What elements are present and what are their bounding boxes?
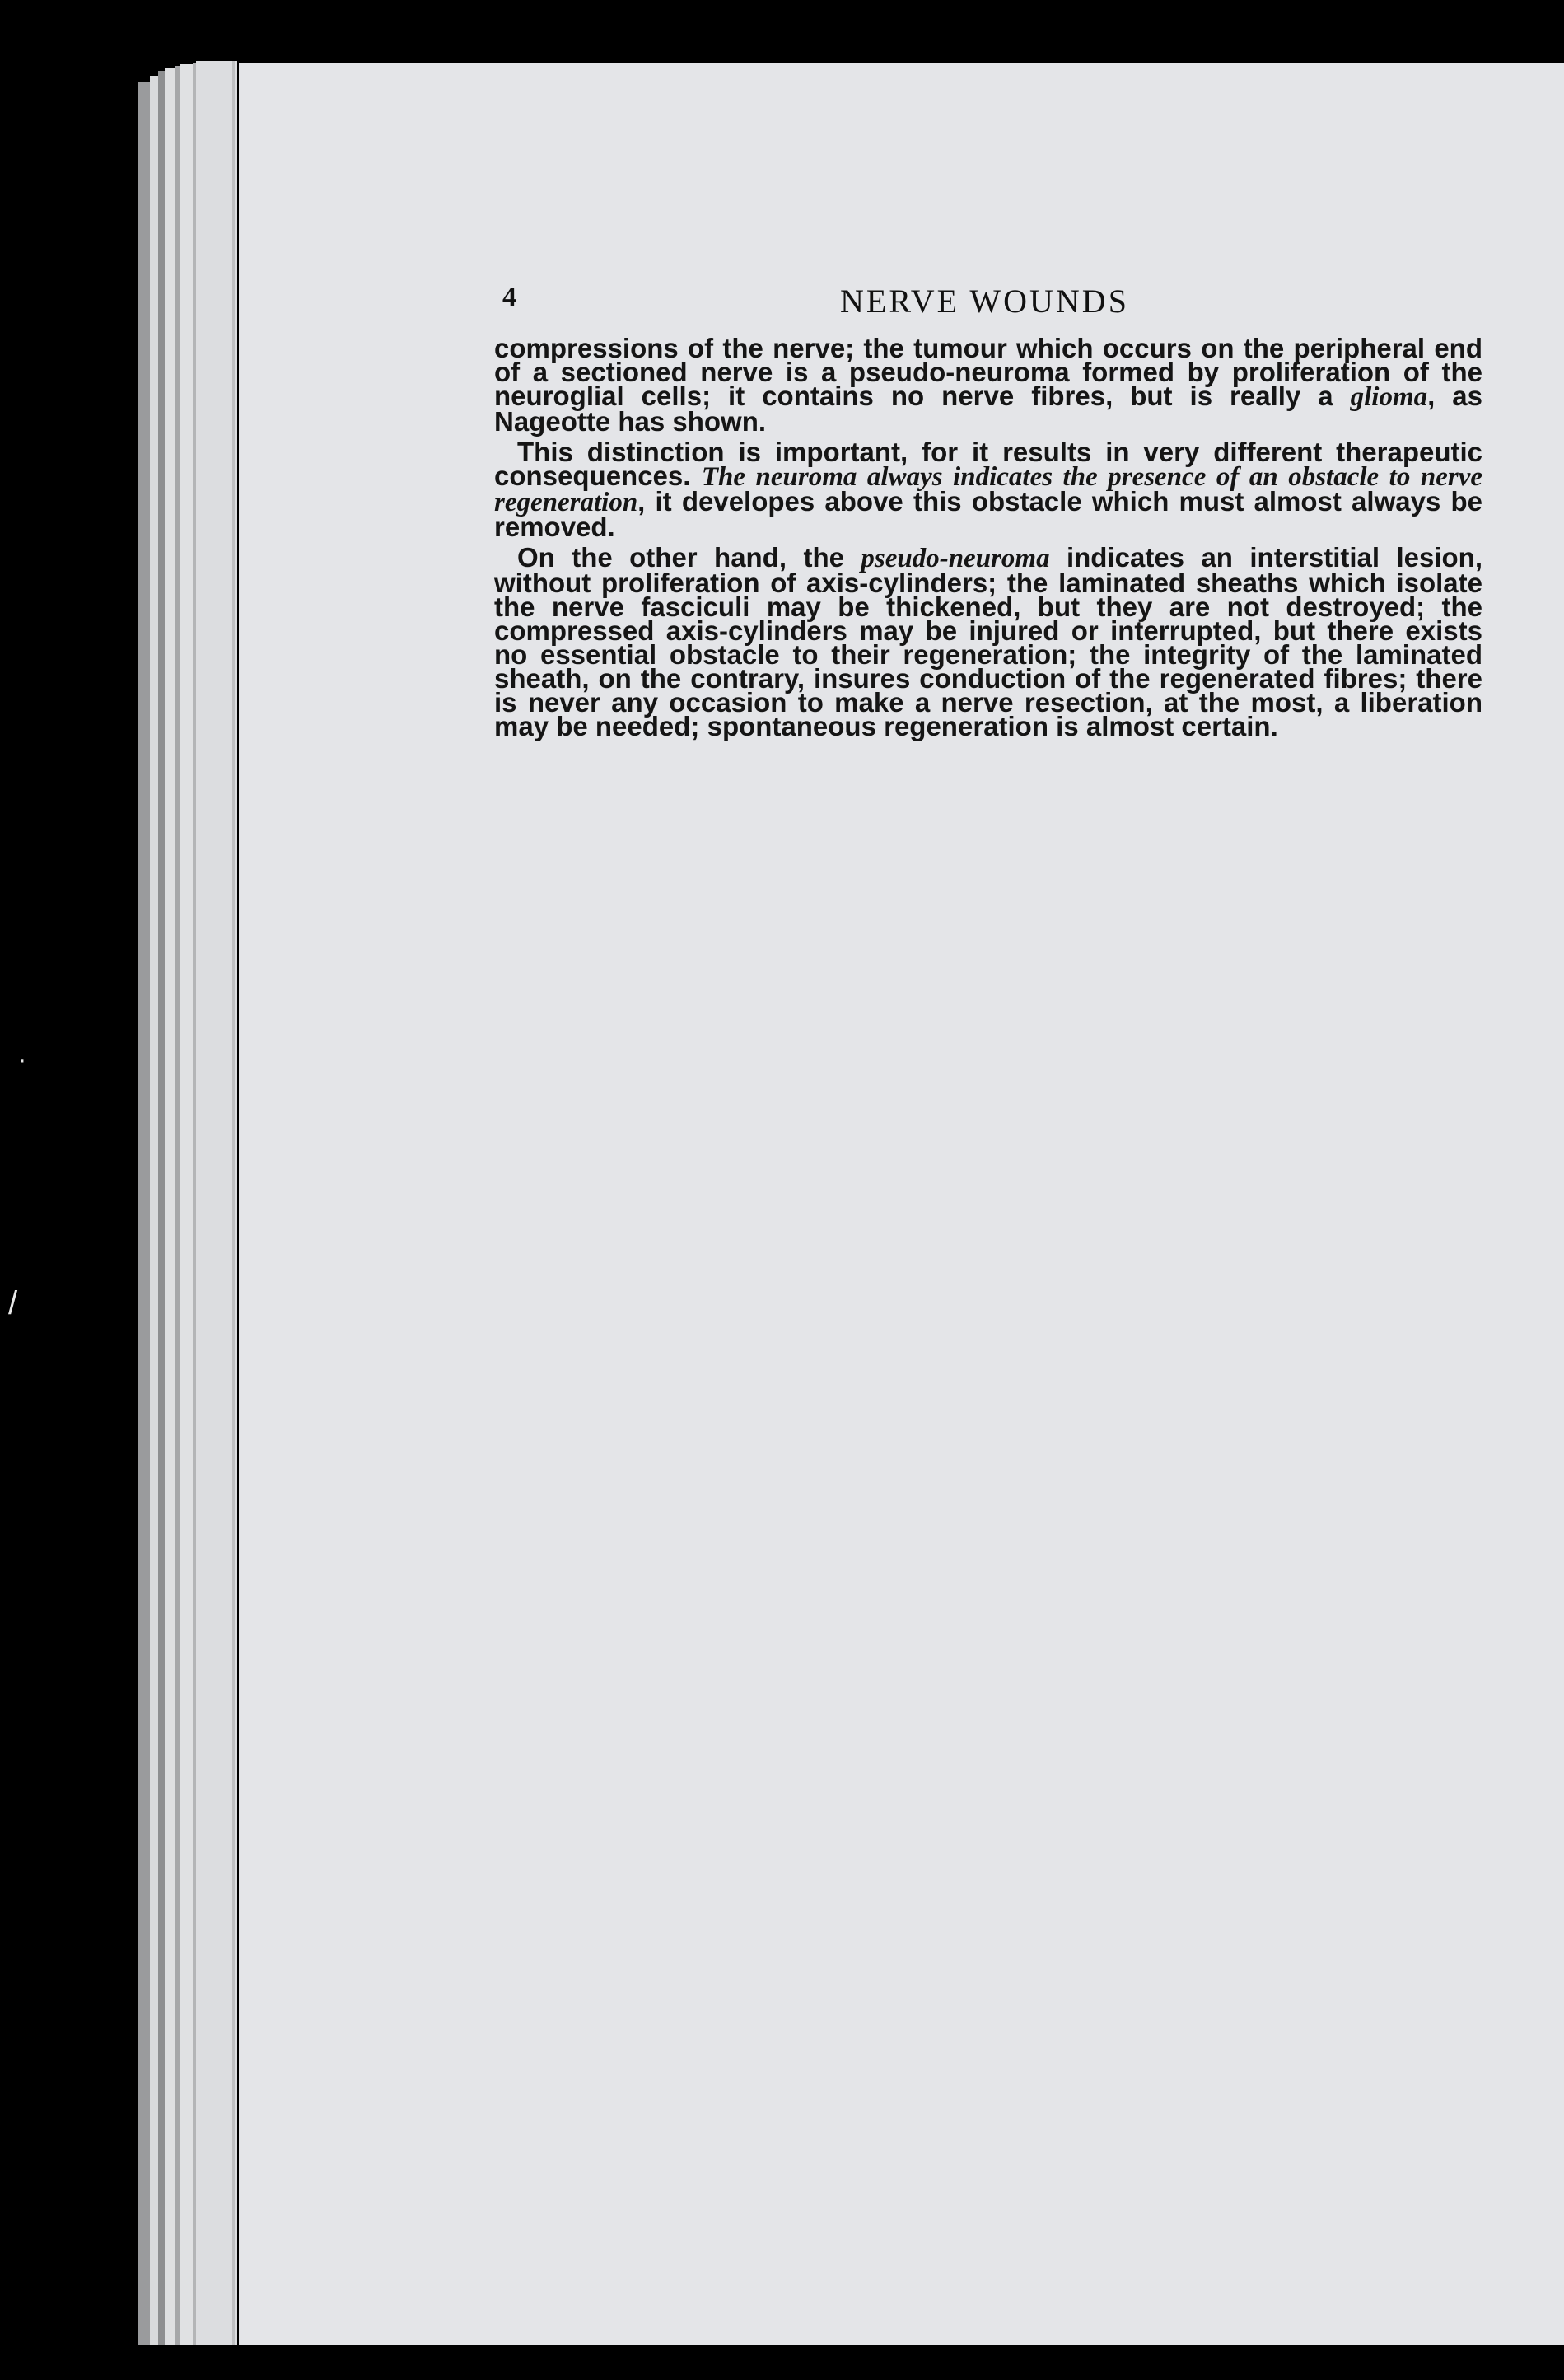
page-edge: [138, 82, 150, 2356]
scan-artifact: /: [8, 1285, 18, 1321]
running-title: NERVE WOUNDS: [840, 283, 1129, 320]
page-edge: [196, 61, 237, 2364]
scan-border: [124, 2345, 1564, 2380]
page-edge: [158, 71, 165, 2358]
page-number: 4: [502, 282, 516, 312]
page-edge: [232, 61, 235, 2364]
text-run: , as Nageotte has shown.: [494, 381, 1482, 437]
text-run: This distinction is important, for it results in very different therapeutic consequences.: [494, 437, 1482, 491]
text-run: compressions of the nerve; the tumour which occurs on the peripheral end of a sectioned nerve is a pseudo-neuroma formed by proliferation of the neuroglial cells; it contains no nerve fibres, but is really a: [494, 333, 1482, 411]
text-run: , it developes above this obstacle which must almost always be removed.: [494, 486, 1482, 542]
text-run: indicates an interstitial lesion, without proliferation of axis-cylinders; the laminated sheaths which isolate the nerve fasciculi may be thickened, but they are not destroyed; the compressed axis-cylinders may be injured or interrupted, but there exists no essential obstacle to their regeneration; the integrity of the laminated sheath, on the contrary, insures conduction of the regenerated fibres; there is never any occasion to make a nerve resection, at the most, a liberation may be needed; spontaneous regeneration is almost certain.: [494, 542, 1483, 741]
body-text: [494, 333, 1483, 745]
paragraph: [494, 437, 1482, 542]
running-head: [502, 282, 1491, 331]
emphasis-text: The neuroma always indicates the presence of an obstacle to nerve regeneration: [494, 462, 1482, 517]
emphasis-text: pseudo-neuroma: [861, 544, 1050, 573]
emphasis-text: glioma: [1350, 382, 1428, 412]
text-run: On the other hand, the: [517, 542, 861, 573]
scan-artifact: ·: [18, 1046, 26, 1073]
page-edge: [165, 68, 175, 2359]
page-edge: [150, 76, 158, 2358]
paragraph: [494, 333, 1482, 437]
paragraph: [494, 542, 1483, 741]
page-edge: [180, 64, 193, 2363]
